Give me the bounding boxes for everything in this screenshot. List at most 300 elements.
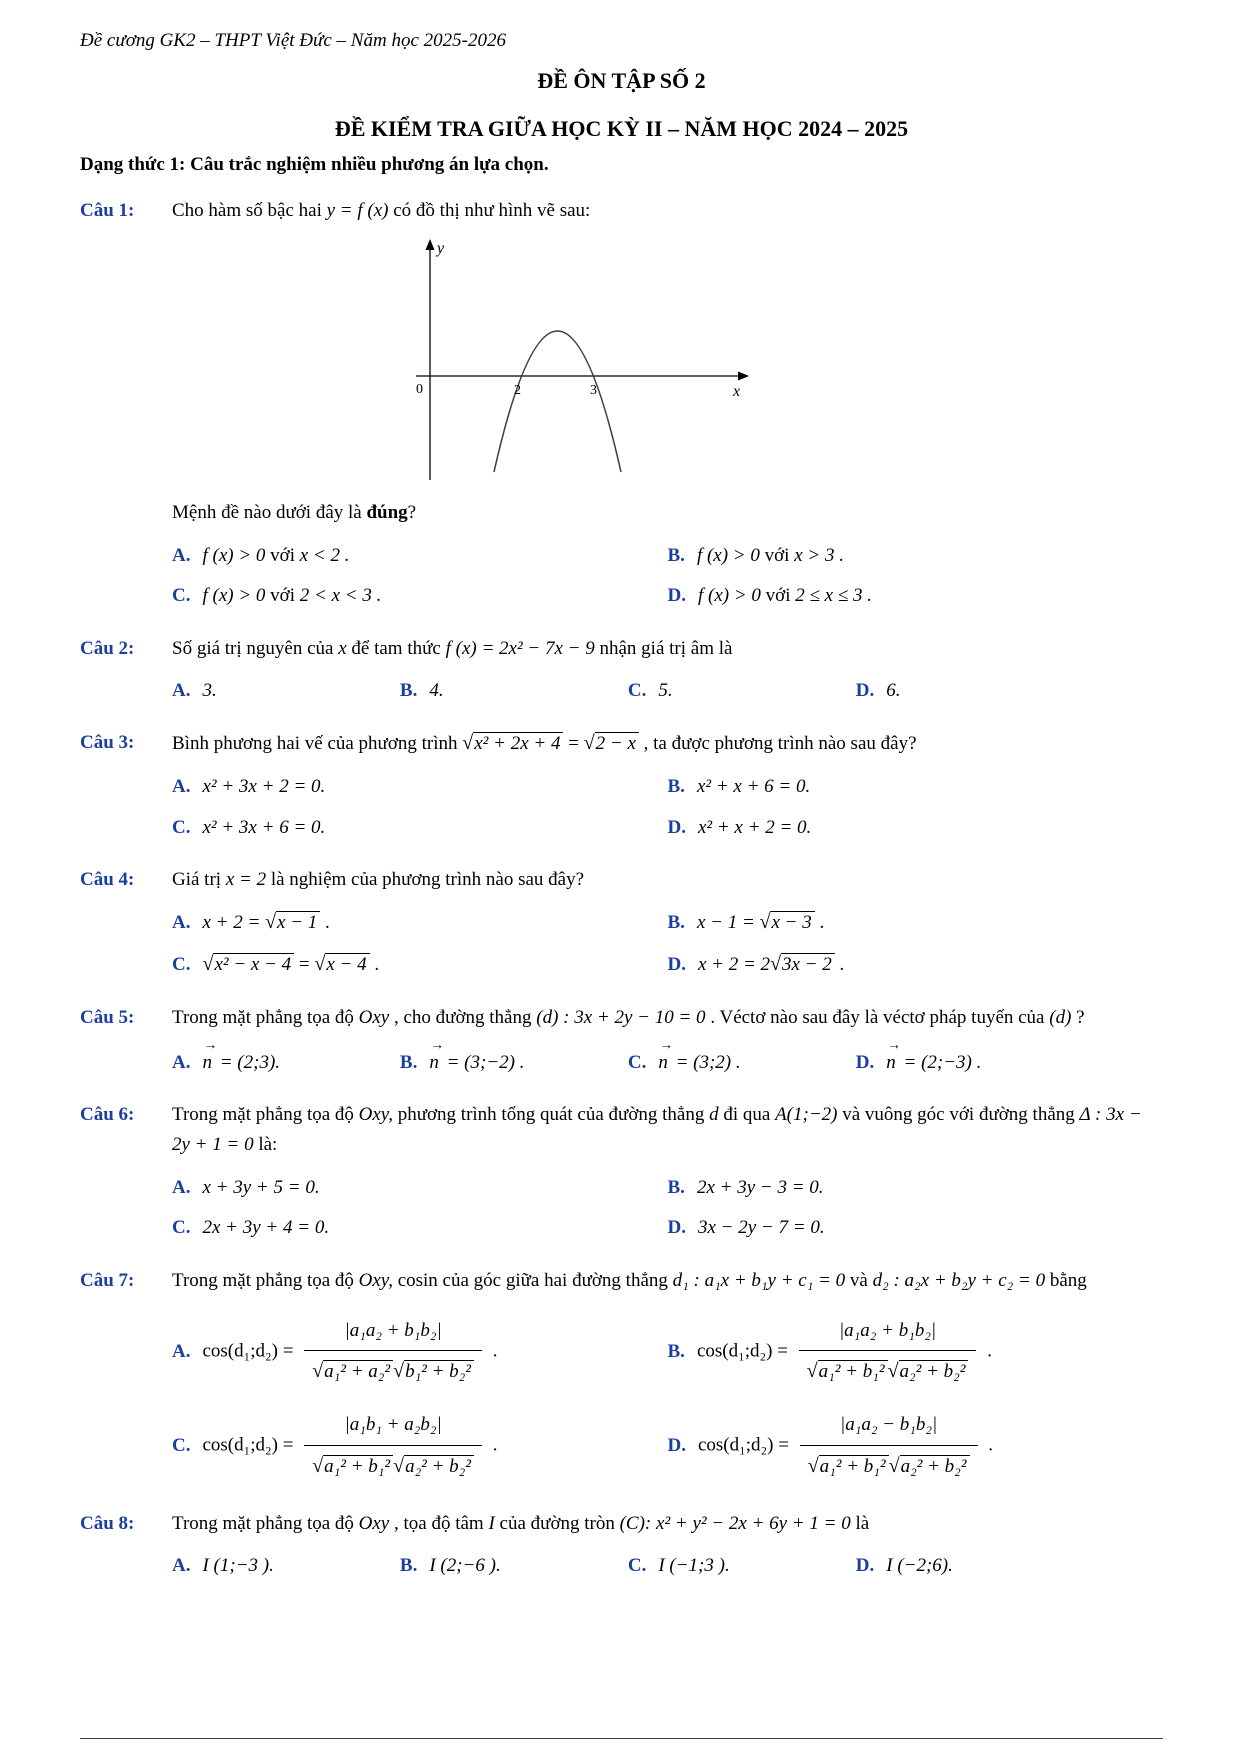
parabola-curve (494, 331, 621, 472)
question-4-stem (172, 865, 1163, 895)
radicand: a₁² + b₁² (818, 1360, 888, 1382)
radicand: 3x − 2 (781, 953, 835, 975)
question-6 (80, 1100, 1163, 1246)
text-segment: Mệnh đề nào dưới đây là (172, 502, 367, 524)
text-segment: với (265, 544, 300, 566)
question-7-body (172, 1266, 1163, 1489)
radical-sign: √ (887, 1360, 899, 1383)
math-segment: Oxy, (358, 1104, 393, 1126)
vector-arrow-icon: → (430, 1037, 445, 1053)
math-segment: 2 < x < 3 . (299, 585, 382, 607)
question-2-options (172, 668, 1163, 708)
radicand: x − 4 (325, 953, 369, 975)
fraction (304, 1410, 482, 1482)
radical-sign: √ (312, 1454, 324, 1477)
question-7-options (172, 1300, 1163, 1489)
math-segment: cos(d₁;d₂) = (697, 1434, 794, 1456)
text-segment: là nghiệm của phương trình nào sau đây? (266, 869, 585, 891)
math-segment: = (2;−3) . (898, 1051, 982, 1073)
question-7-label: Câu 7: (80, 1269, 135, 1291)
text-segment: . (369, 954, 380, 976)
option-label: A. (172, 679, 191, 701)
option-label: D. (667, 585, 686, 607)
text-segment: Số giá trị nguyên của (172, 637, 339, 659)
math-segment: Oxy (358, 1512, 390, 1534)
text-segment: với (759, 544, 795, 566)
fraction-numerator: |a₁a₂ − b₁b₂| (840, 1414, 938, 1436)
option-text: I (2;−6 ). (429, 1555, 501, 1577)
question-1-stem (172, 196, 1163, 226)
option-2c (628, 668, 856, 708)
option-text (697, 541, 844, 571)
radicand: a₂² + b₂² (404, 1455, 474, 1477)
question-1 (80, 196, 1163, 614)
text-segment: là (850, 1512, 870, 1534)
option-text: x² + 3x + 6 = 0. (202, 816, 326, 838)
option-label: D. (855, 1051, 875, 1073)
option-6b (668, 1165, 1164, 1205)
radical-sign: √ (314, 953, 326, 976)
option-label: A. (172, 912, 191, 934)
sqrt-expression (314, 954, 369, 975)
radical-sign: √ (806, 1360, 818, 1383)
option-6c (172, 1205, 668, 1245)
text-segment: Giá trị (172, 869, 226, 891)
text-segment: , ta được phương trình nào sau đây? (638, 733, 917, 755)
option-text: 2x + 3y − 3 = 0. (696, 1176, 824, 1198)
radical-sign: √ (202, 953, 214, 976)
question-8 (80, 1509, 1163, 1584)
sqrt-expression (393, 1361, 474, 1382)
option-text (658, 1037, 741, 1078)
text-segment: cosin của góc giữa hai đường thẳng (392, 1269, 673, 1291)
vector-symbol (429, 1037, 445, 1078)
math-segment: x + 2 = (202, 912, 266, 934)
radicand: x² − x − 4 (213, 953, 294, 975)
option-label: C. (627, 679, 647, 701)
option-text (202, 581, 381, 611)
text-segment: . (488, 1434, 498, 1456)
option-8b (400, 1543, 628, 1583)
text-segment: , tọa độ tâm (389, 1512, 489, 1534)
vector-symbol (886, 1037, 901, 1078)
option-label: C. (172, 585, 191, 607)
question-5-body (172, 1003, 1163, 1080)
sqrt-expression (760, 912, 815, 933)
radicand: x − 3 (770, 911, 814, 933)
question-6-body (172, 1100, 1163, 1246)
option-text: I (−1;3 ). (658, 1555, 730, 1577)
option-label: D. (855, 679, 875, 701)
text-segment: = (563, 733, 584, 755)
math-segment: cos(d₁;d₂) = (696, 1340, 793, 1362)
question-6-options (172, 1165, 1163, 1246)
option-label: A. (172, 1555, 191, 1577)
option-label: B. (667, 912, 685, 934)
option-text (202, 907, 329, 939)
question-4-body (172, 865, 1163, 983)
option-text: I (1;−3 ). (202, 1555, 274, 1577)
radical-sign: √ (393, 1360, 405, 1383)
option-text (698, 949, 844, 981)
page-bottom-rule (80, 1738, 1163, 1739)
fraction-denominator (800, 1445, 978, 1483)
option-label: C. (627, 1555, 647, 1577)
math-segment: A(1;−2) (775, 1104, 838, 1126)
root1-label: 2 (514, 383, 521, 399)
question-8-label: Câu 8: (80, 1512, 135, 1534)
option-label: A. (172, 544, 191, 566)
function-graph-container (410, 236, 1163, 490)
sqrt-expression (393, 1456, 474, 1477)
math-segment: f (x) > 0 (696, 544, 760, 566)
option-text: x² + x + 2 = 0. (697, 816, 812, 838)
question-1-options (172, 533, 1163, 614)
exam-subtitle: ĐỀ KIỂM TRA GIỮA HỌC KỲ II – NĂM HỌC 2024 – 2025 (334, 116, 909, 141)
text-segment: . (488, 1340, 498, 1362)
question-4-options (172, 899, 1163, 983)
fraction (304, 1316, 482, 1388)
option-7c (172, 1394, 668, 1488)
option-label: A. (172, 776, 191, 798)
radical-sign: √ (583, 732, 595, 755)
text-segment: . (814, 912, 825, 934)
option-text: 2x + 3y + 4 = 0. (202, 1217, 330, 1239)
math-segment: f (x) = 2x² − 7x − 9 (445, 637, 595, 659)
math-segment: d₁ : a₁x + b₁y + c₁ = 0 (672, 1269, 846, 1291)
text-segment: Trong mặt phẳng tọa độ (172, 1104, 359, 1126)
radicand: x − 1 (276, 911, 320, 933)
math-segment: x > 3 . (794, 544, 844, 566)
math-segment: d (709, 1104, 719, 1126)
option-text (202, 1316, 497, 1388)
radical-sign: √ (888, 1454, 900, 1477)
text-segment: Trong mặt phẳng tọa độ (172, 1007, 359, 1029)
math-segment: cos(d₁;d₂) = (202, 1340, 299, 1362)
option-label: C. (172, 816, 191, 838)
option-7a (172, 1300, 668, 1394)
math-segment: n (658, 1051, 668, 1073)
text-segment: ? (407, 502, 417, 524)
option-5b (400, 1038, 628, 1080)
option-label: B. (399, 1555, 418, 1577)
option-text (886, 1037, 982, 1078)
y-axis-label: y (437, 240, 445, 258)
math-segment: Oxy (358, 1007, 390, 1029)
question-4-label: Câu 4: (80, 869, 135, 891)
text-segment: Trong mặt phẳng tọa độ (172, 1269, 359, 1291)
text-segment: đi qua (718, 1104, 776, 1126)
text-segment: Trong mặt phẳng tọa độ (172, 1512, 359, 1534)
text-segment: . (983, 1434, 993, 1456)
option-text: I (−2;6). (886, 1555, 953, 1577)
radicand: 2 − x (595, 732, 639, 754)
option-text: 5. (658, 679, 673, 701)
math-segment: 2 ≤ x ≤ 3 . (795, 585, 873, 607)
sqrt-expression (462, 733, 563, 754)
option-text: 4. (429, 679, 444, 701)
question-7 (80, 1266, 1163, 1489)
question-5-stem (172, 1003, 1163, 1033)
fraction-numerator: |a₁a₂ + b₁b₂| (838, 1320, 937, 1342)
y-axis-arrow (426, 239, 435, 250)
question-5-options (172, 1038, 1163, 1080)
option-label: B. (667, 776, 685, 798)
option-label: B. (399, 679, 418, 701)
option-label: B. (667, 544, 685, 566)
x-axis-label: x (733, 383, 741, 401)
text-segment: ? (1071, 1007, 1085, 1029)
option-label: C. (627, 1051, 647, 1073)
question-6-stem (172, 1100, 1163, 1161)
math-segment: x < 2 . (299, 544, 350, 566)
math-segment: d₂ : a₂x + b₂y + c₂ = 0 (872, 1269, 1046, 1291)
radical-sign: √ (265, 911, 277, 934)
option-4c (172, 941, 668, 983)
option-label: D. (667, 1435, 686, 1457)
vector-arrow-icon: → (203, 1037, 218, 1053)
fraction (799, 1316, 977, 1388)
sqrt-expression (265, 912, 320, 933)
option-4d (668, 941, 1164, 983)
question-8-stem (172, 1509, 1163, 1539)
math-segment: y = f (x) (326, 200, 389, 221)
question-2-body (172, 634, 1163, 709)
radical-sign: √ (807, 1454, 819, 1477)
question-3-body (172, 728, 1163, 845)
option-label: A. (172, 1176, 191, 1198)
question-5 (80, 1003, 1163, 1080)
math-segment: x + 2 = 2 (697, 954, 771, 976)
question-2-stem (172, 634, 1163, 664)
option-1a (172, 533, 668, 573)
question-3 (80, 728, 1163, 845)
option-text: x² + 3x + 2 = 0. (202, 776, 326, 798)
question-7-stem (172, 1266, 1163, 1296)
option-3a (172, 764, 668, 804)
math-segment: f (x) > 0 (697, 585, 761, 607)
section-heading: Dạng thức 1: Câu trắc nghiệm nhiều phương án lựa chọn. (80, 154, 549, 175)
document-header-line: Đề cương GK2 – THPT Việt Đức – Năm học 2025-2026 (80, 30, 506, 51)
option-1c (172, 573, 668, 613)
option-label: B. (667, 1176, 685, 1198)
option-label: C. (172, 954, 191, 976)
radical-sign: √ (770, 953, 782, 976)
radicand: a₁² + b₁² (323, 1455, 393, 1477)
fraction (800, 1410, 978, 1482)
text-segment: , cho đường thẳng (389, 1007, 537, 1029)
fraction-numerator: |a₁b₁ + a₂b₂| (344, 1414, 442, 1436)
option-8c (628, 1543, 856, 1583)
math-segment: (d) (1049, 1007, 1072, 1029)
question-8-body (172, 1509, 1163, 1584)
option-5c (628, 1038, 856, 1080)
option-1b (668, 533, 1164, 573)
fraction-denominator (304, 1350, 482, 1388)
question-1-prompt (172, 498, 1163, 528)
option-7d (668, 1394, 1164, 1488)
option-label: D. (667, 816, 686, 838)
function-graph (410, 236, 750, 484)
radicand: a₁² + a₂² (323, 1360, 393, 1382)
origin-label: 0 (416, 382, 423, 398)
radicand: b₁² + b₂² (404, 1360, 474, 1382)
text-segment: là: (253, 1134, 278, 1156)
option-label: B. (399, 1051, 418, 1073)
vector-symbol (202, 1037, 218, 1078)
option-text: 3x − 2y − 7 = 0. (697, 1217, 825, 1239)
question-3-options (172, 764, 1163, 845)
fraction-denominator (799, 1350, 977, 1388)
option-text: 3. (202, 679, 217, 701)
option-8a (172, 1543, 400, 1583)
math-segment: cos(d₁;d₂) = (202, 1434, 299, 1456)
option-2a (172, 668, 400, 708)
option-5d (856, 1038, 1084, 1080)
x-axis-arrow (738, 372, 749, 381)
text-segment: để tam thức (346, 637, 446, 659)
math-segment: = (3;2) . (670, 1051, 741, 1073)
emphasized-word: đúng (366, 502, 408, 524)
text-segment: nhận giá trị âm là (594, 637, 733, 659)
option-label: C. (172, 1435, 191, 1457)
option-text: x² + x + 6 = 0. (696, 776, 811, 798)
option-label: D. (667, 1217, 686, 1239)
option-text (697, 1316, 992, 1388)
math-segment: n (429, 1051, 439, 1073)
text-segment: . (834, 954, 845, 976)
sqrt-expression (584, 733, 639, 754)
option-6d (668, 1205, 1164, 1245)
question-2 (80, 634, 1163, 709)
fraction-numerator: |a₁a₂ + b₁b₂| (344, 1320, 442, 1342)
question-8-options (172, 1543, 1163, 1583)
text-segment: của đường tròn (494, 1512, 620, 1534)
text-segment: và vuông góc với đường thẳng (837, 1104, 1080, 1126)
option-text (202, 1037, 281, 1078)
option-2d (856, 668, 1084, 708)
option-text (202, 541, 349, 571)
question-1-label: Câu 1: (80, 200, 135, 221)
option-label: A. (172, 1340, 191, 1362)
radical-sign: √ (462, 732, 474, 755)
radicand: a₂² + b₂² (900, 1455, 970, 1477)
option-text: 6. (886, 679, 901, 701)
vector-arrow-icon: → (887, 1037, 901, 1053)
question-5-label: Câu 5: (80, 1007, 135, 1029)
option-text (202, 949, 379, 981)
fraction-denominator (304, 1445, 482, 1483)
math-segment: = (3;−2) . (441, 1051, 525, 1073)
text-segment: và (845, 1269, 873, 1291)
sqrt-expression (808, 1456, 889, 1477)
radicand: a₁² + b₁² (819, 1455, 889, 1477)
option-label: C. (172, 1217, 191, 1239)
text-segment: . (320, 912, 330, 934)
text-segment: . Véctơ nào sau đây là véctơ pháp tuyến của (705, 1007, 1050, 1029)
sqrt-expression (202, 954, 294, 975)
sqrt-expression (312, 1361, 393, 1382)
option-7b (668, 1300, 1164, 1394)
sqrt-expression (807, 1361, 888, 1382)
math-segment: f (x) > 0 (202, 544, 266, 566)
radical-sign: √ (393, 1454, 405, 1477)
option-text (429, 1037, 525, 1078)
math-segment: (C): x² + y² − 2x + 6y + 1 = 0 (619, 1512, 851, 1534)
math-segment: n (202, 1051, 212, 1073)
radicand: a₂² + b₂² (899, 1360, 969, 1382)
math-segment: f (x) > 0 (202, 585, 266, 607)
question-2-label: Câu 2: (80, 637, 135, 659)
radicand: x² + 2x + 4 (473, 732, 563, 754)
exam-title: ĐỀ ÔN TẬP SỐ 2 (537, 68, 706, 93)
math-segment: Oxy, (358, 1269, 393, 1291)
text-segment: Cho hàm số bậc hai (172, 200, 327, 221)
sqrt-expression (312, 1456, 393, 1477)
text-segment: với (265, 585, 300, 607)
text-segment: có đồ thị như hình vẽ sau: (388, 200, 591, 221)
option-2b (400, 668, 628, 708)
text-segment: Bình phương hai vế của phương trình (172, 733, 463, 755)
option-3d (668, 805, 1164, 845)
option-label: A. (172, 1051, 191, 1073)
radical-sign: √ (759, 911, 771, 934)
question-4 (80, 865, 1163, 983)
option-4b (668, 899, 1164, 941)
radical-sign: √ (312, 1360, 324, 1383)
vector-arrow-icon: → (659, 1037, 673, 1053)
sqrt-expression (770, 954, 835, 975)
math-segment: n (886, 1051, 896, 1073)
math-segment: x = 2 (225, 869, 267, 891)
option-6a (172, 1165, 668, 1205)
option-5a (172, 1038, 400, 1080)
math-segment: Δ : 3x − 2y + 1 = 0 (172, 1104, 1142, 1156)
question-6-label: Câu 6: (80, 1104, 135, 1126)
question-1-body (172, 196, 1163, 614)
math-segment: x − 1 = (696, 912, 760, 934)
option-label: D. (667, 954, 686, 976)
option-1d (668, 573, 1164, 613)
question-3-stem (172, 728, 1163, 760)
option-text (202, 1410, 497, 1482)
option-text: x + 3y + 5 = 0. (202, 1176, 320, 1198)
math-segment: (d) : 3x + 2y − 10 = 0 (536, 1007, 706, 1029)
option-3c (172, 805, 668, 845)
option-text (698, 581, 872, 611)
vector-symbol (658, 1037, 673, 1078)
text-segment: bằng (1045, 1269, 1087, 1291)
option-3b (668, 764, 1164, 804)
option-8d (856, 1543, 1084, 1583)
math-segment: x (338, 637, 347, 659)
math-segment: I (488, 1512, 495, 1534)
option-label: D. (855, 1555, 875, 1577)
text-segment: với (760, 585, 796, 607)
option-text (698, 1410, 993, 1482)
text-segment: phương trình tổng quát của đường thẳng (392, 1104, 710, 1126)
text-segment: = (294, 954, 315, 976)
option-text (697, 907, 824, 939)
math-segment: = (2;3). (214, 1051, 281, 1073)
question-3-label: Câu 3: (80, 732, 135, 754)
option-4a (172, 899, 668, 941)
sqrt-expression (889, 1456, 970, 1477)
text-segment: . (982, 1340, 992, 1362)
option-label: B. (667, 1340, 685, 1362)
sqrt-expression (888, 1361, 969, 1382)
root2-label: 3 (590, 383, 597, 399)
